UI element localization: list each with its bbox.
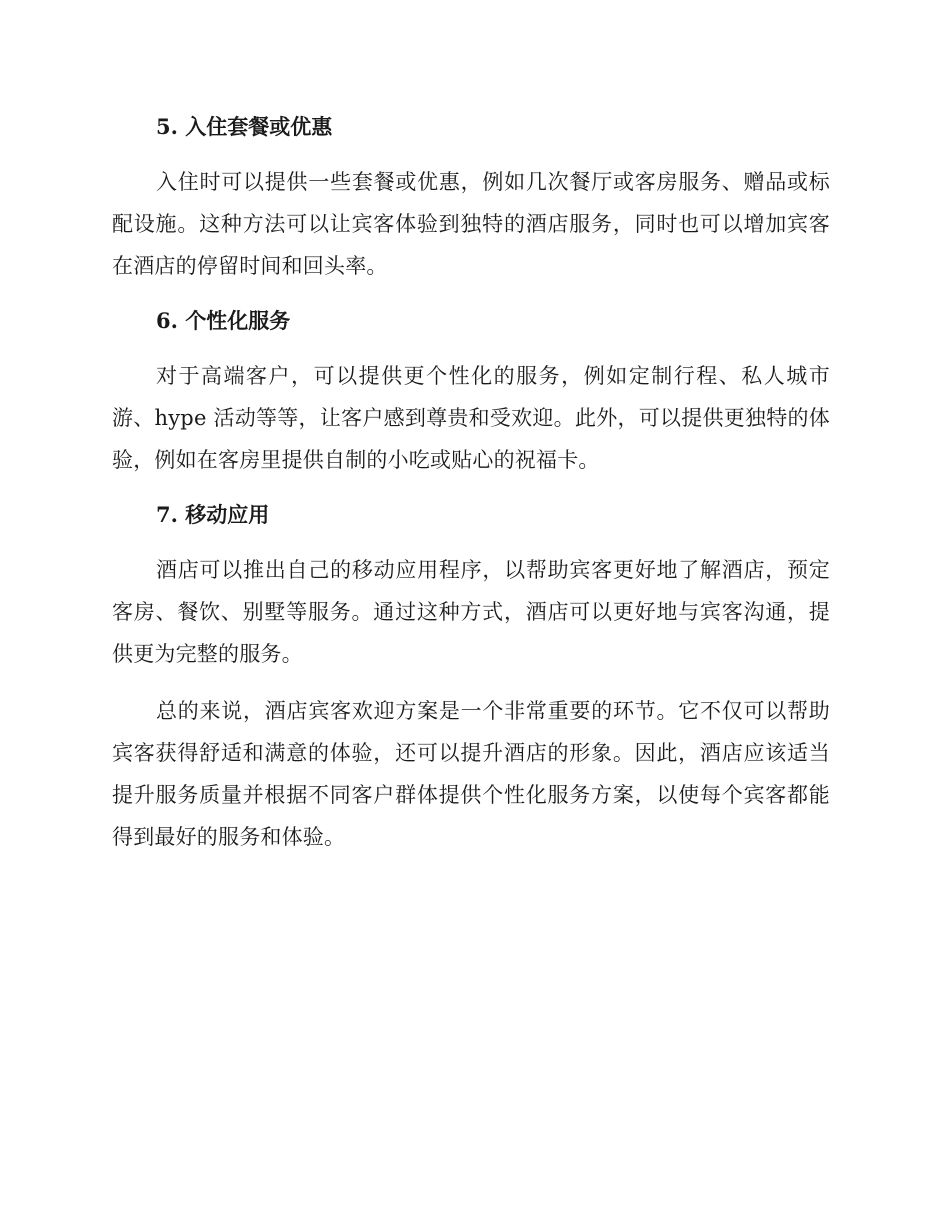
- section-heading-5: 5. 入住套餐或优惠: [156, 114, 333, 139]
- document-page: [112, 108, 830, 858]
- section-paragraph-6: 对于高端客户，可以提供更个性化的服务，例如定制行程、私人城市游、hype 活动等等，让客户感到尊贵和受欢迎。此外，可以提供更独特的体验，例如在客房里提供自制的小吃或贴心的祝福卡。: [112, 364, 830, 472]
- section-paragraph-5: 入住时可以提供一些套餐或优惠，例如几次餐厅或客房服务、赠品或标配设施。这种方法可以让宾客体验到独特的酒店服务，同时也可以增加宾客在酒店的停留时间和回头率。: [112, 170, 830, 278]
- section-heading-7: 7. 移动应用: [156, 502, 270, 527]
- section-heading-6: 6. 个性化服务: [156, 308, 291, 333]
- section-paragraph-7: 酒店可以推出自己的移动应用程序，以帮助宾客更好地了解酒店，预定客房、餐饮、别墅等服务。通过这种方式，酒店可以更好地与宾客沟通，提供更为完整的服务。: [112, 558, 830, 666]
- conclusion-paragraph: 总的来说，酒店宾客欢迎方案是一个非常重要的环节。它不仅可以帮助宾客获得舒适和满意的体验，还可以提升酒店的形象。因此，酒店应该适当提升服务质量并根据不同客户群体提供个性化服务方案，以使每个宾客都能得到最好的服务和体验。: [112, 699, 830, 849]
